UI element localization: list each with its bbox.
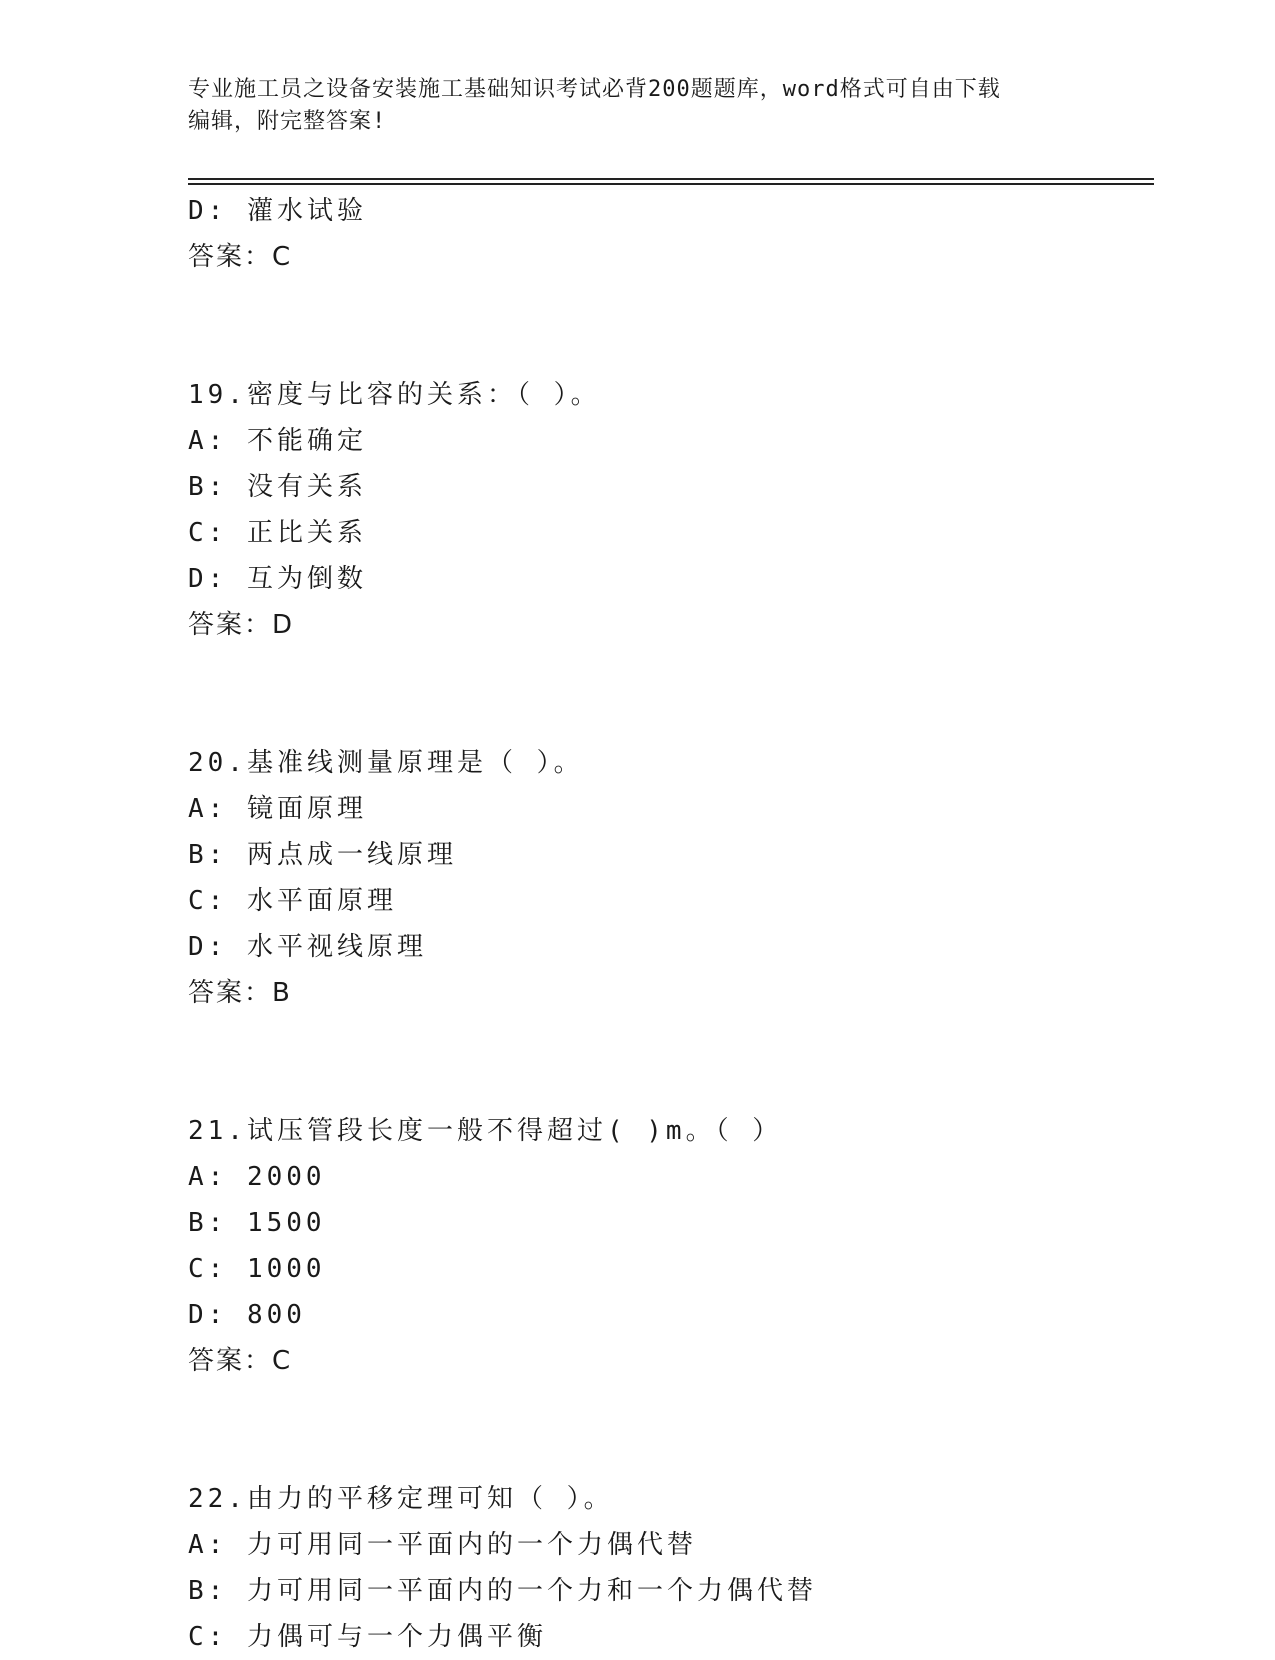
question-stem: 22.由力的平移定理可知（ ）。 bbox=[188, 1484, 614, 1514]
question-stem: 19.密度与比容的关系：（ ）。 bbox=[188, 380, 601, 410]
option-c: C: 1000 bbox=[188, 1254, 326, 1284]
option-d: D: 互为倒数 bbox=[188, 564, 367, 594]
option-a: A: 镜面原理 bbox=[188, 794, 367, 824]
answer-line: 答案：D bbox=[188, 610, 295, 640]
option-b: B: 力可用同一平面内的一个力和一个力偶代替 bbox=[188, 1576, 817, 1606]
header-divider-top bbox=[188, 178, 1154, 180]
header-divider-bottom bbox=[188, 183, 1154, 185]
spacer bbox=[188, 280, 1154, 372]
option-a: A: 2000 bbox=[188, 1162, 326, 1192]
spacer bbox=[188, 1384, 1154, 1476]
option-d: D: 灌水试验 bbox=[188, 196, 367, 226]
document-header bbox=[188, 74, 1088, 138]
answer-line: 答案：C bbox=[188, 1346, 293, 1376]
answer-line: 答案：C bbox=[188, 242, 293, 272]
spacer bbox=[188, 1016, 1154, 1108]
option-b: B: 1500 bbox=[188, 1208, 326, 1238]
option-b: B: 没有关系 bbox=[188, 472, 367, 502]
option-c: C: 正比关系 bbox=[188, 518, 367, 548]
question-stem: 20.基准线测量原理是（ ）。 bbox=[188, 748, 584, 778]
option-b: B: 两点成一线原理 bbox=[188, 840, 457, 870]
header-title-line-1: 专业施工员之设备安装施工基础知识考试必背200题题库，word格式可自由下载 bbox=[188, 77, 1001, 102]
option-d: D: 水平视线原理 bbox=[188, 932, 427, 962]
question-stem: 21.试压管段长度一般不得超过( )m。（ ） bbox=[188, 1116, 783, 1146]
answer-line: 答案：B bbox=[188, 978, 292, 1008]
spacer bbox=[188, 648, 1154, 740]
option-c: C: 水平面原理 bbox=[188, 886, 397, 916]
option-a: A: 不能确定 bbox=[188, 426, 367, 456]
option-a: A: 力可用同一平面内的一个力偶代替 bbox=[188, 1530, 697, 1560]
option-d: D: 800 bbox=[188, 1300, 306, 1330]
header-title-line-2: 编辑，附完整答案! bbox=[188, 109, 387, 134]
option-c: C: 力偶可与一个力偶平衡 bbox=[188, 1622, 547, 1652]
question-list bbox=[188, 188, 1154, 1660]
